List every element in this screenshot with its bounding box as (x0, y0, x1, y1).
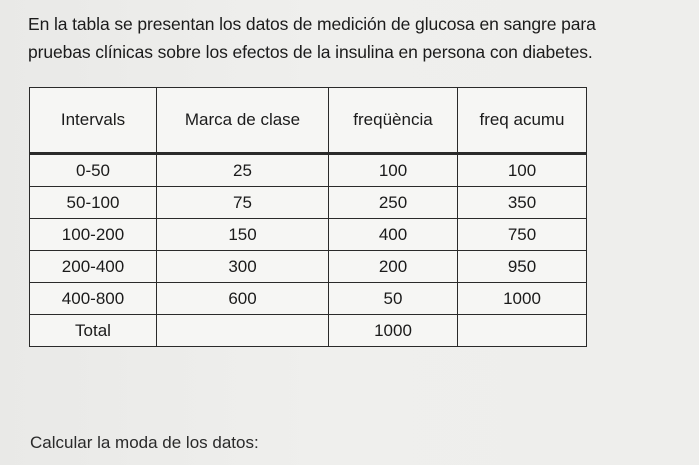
cell-class-mark: 300 (157, 251, 329, 283)
cell-class-mark: 150 (157, 219, 329, 251)
header-intervals: Intervals (30, 88, 157, 154)
cell-interval: 0-50 (30, 154, 157, 187)
frequency-table (29, 87, 587, 347)
statement-line-1: En la tabla se presentan los datos de medición de glucosa en sangre para (28, 14, 596, 34)
cell-interval: 50-100 (30, 187, 157, 219)
header-frequency: freqüència (329, 88, 458, 154)
cell-total-frequency: 1000 (329, 315, 458, 347)
cell-class-mark: 25 (157, 154, 329, 187)
table-row (30, 154, 587, 187)
cell-frequency: 250 (329, 187, 458, 219)
table-row (30, 251, 587, 283)
cell-total-label: Total (30, 315, 157, 347)
cell-frequency: 400 (329, 219, 458, 251)
cell-cumulative (458, 315, 587, 347)
cell-frequency: 200 (329, 251, 458, 283)
table-row (30, 219, 587, 251)
header-class-mark: Marca de clase (157, 88, 329, 154)
table-header-row (30, 88, 587, 154)
table-total-row (30, 315, 587, 347)
problem-statement (28, 10, 696, 66)
cell-interval: 100-200 (30, 219, 157, 251)
table-row (30, 283, 587, 315)
cell-class-mark: 600 (157, 283, 329, 315)
cell-class-mark: 75 (157, 187, 329, 219)
cell-cumulative: 350 (458, 187, 587, 219)
cell-interval: 200-400 (30, 251, 157, 283)
table-row (30, 187, 587, 219)
header-cumulative-frequency: freq acumu (458, 88, 587, 154)
cell-interval: 400-800 (30, 283, 157, 315)
cell-frequency: 50 (329, 283, 458, 315)
cell-cumulative: 100 (458, 154, 587, 187)
question-prompt: Calcular la moda de los datos: (30, 433, 259, 452)
cell-class-mark (157, 315, 329, 347)
cell-cumulative: 1000 (458, 283, 587, 315)
cell-frequency: 100 (329, 154, 458, 187)
statement-line-2: pruebas clínicas sobre los efectos de la insulina en persona con diabetes. (28, 42, 593, 62)
cell-cumulative: 750 (458, 219, 587, 251)
cell-cumulative: 950 (458, 251, 587, 283)
